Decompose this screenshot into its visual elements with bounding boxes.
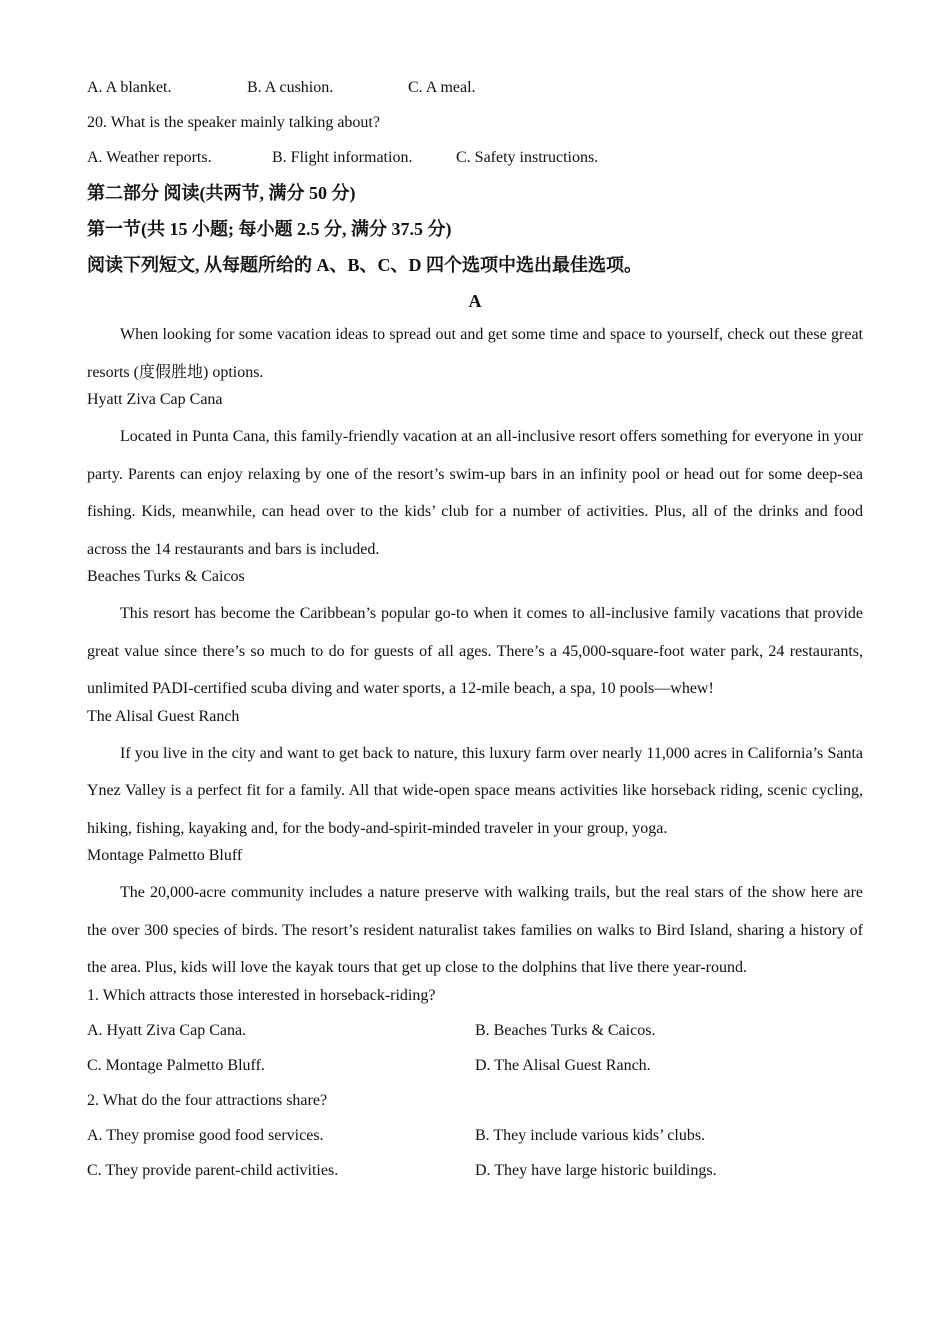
resort-name-hyatt: Hyatt Ziva Cap Cana	[87, 391, 223, 408]
q20-option-a: A. Weather reports.	[87, 149, 212, 166]
resort-name-alisal: The Alisal Guest Ranch	[87, 707, 240, 725]
question-1-options-row-1	[87, 1021, 863, 1041]
q1-option-c: C. Montage Palmetto Bluff.	[87, 1056, 265, 1074]
q2-option-c: C. They provide parent-child activities.	[87, 1161, 339, 1179]
question-2-options-row-1	[87, 1126, 863, 1146]
q20-options	[87, 148, 863, 168]
resort-name-montage: Montage Palmetto Bluff	[87, 847, 243, 864]
q19-options	[87, 78, 863, 98]
q19-option-b: B. A cushion.	[247, 79, 334, 96]
part2-title: 第二部分 阅读(共两节, 满分 50 分)	[87, 183, 356, 203]
resort-name-beaches: Beaches Turks & Caicos	[87, 568, 245, 585]
question-1: 1. Which attracts those interested in horseback-riding?	[87, 986, 436, 1004]
q1-option-b: B. Beaches Turks & Caicos.	[475, 1021, 656, 1039]
resort-text-montage: The 20,000-acre community includes a nature preserve with walking trails, but the real stars of the show here are the over 300 species of birds. The resort’s resident naturalist takes families on walks to Bird Island, sharing a history of the area. Plus, kids will love the kayak tours that get up close to the dolphins that live there year-round.	[87, 884, 863, 976]
question-1-options-row-2	[87, 1056, 863, 1076]
question-2-options-row-2	[87, 1161, 863, 1181]
q19-option-a: A. A blanket.	[87, 79, 172, 96]
resort-text-hyatt: Located in Punta Cana, this family-friendly vacation at an all-inclusive resort offers something for everyone in your party. Parents can enjoy relaxing by one of the resort’s swim-up bars in an infinity pool or head out for some deep-sea fishing. Kids, meanwhile, can head over to the kids’ club for a number of activities. Plus, all of the drinks and food across the 14 restaurants and bars is included.	[87, 428, 863, 558]
question-2: 2. What do the four attractions share?	[87, 1091, 328, 1109]
q20-question: 20. What is the speaker mainly talking about?	[87, 114, 380, 131]
exam-page	[87, 78, 863, 1181]
q20-option-c: C. Safety instructions.	[456, 149, 599, 166]
q1-option-d: D. The Alisal Guest Ranch.	[475, 1056, 651, 1074]
q20-option-b: B. Flight information.	[272, 149, 413, 166]
section1-title: 第一节(共 15 小题; 每小题 2.5 分, 满分 37.5 分)	[87, 219, 452, 239]
reading-instruction: 阅读下列短文, 从每题所给的 A、B、C、D 四个选项中选出最佳选项。	[87, 255, 642, 275]
resort-text-alisal: If you live in the city and want to get back to nature, this luxury farm over nearly 11,000 acres in California’s Santa Ynez Valley is a perfect fit for a family. All that wide-open space means activities like horseback riding, scenic cycling, hiking, fishing, kayaking and, for the body-and-spirit-minded traveler in your group, yoga.	[87, 744, 863, 837]
q2-option-a: A. They promise good food services.	[87, 1126, 324, 1144]
q1-option-a: A. Hyatt Ziva Cap Cana.	[87, 1021, 247, 1039]
q2-option-d: D. They have large historic buildings.	[475, 1161, 717, 1179]
q19-option-c: C. A meal.	[408, 79, 476, 96]
passage-intro: When looking for some vacation ideas to spread out and get some time and space to yourself, check out these great resorts (度假胜地) options.	[87, 326, 863, 381]
passage-label: A	[468, 291, 482, 311]
q2-option-b: B. They include various kids’ clubs.	[475, 1126, 706, 1144]
resort-text-beaches: This resort has become the Caribbean’s popular go-to when it comes to all-inclusive family vacations that provide great value since there’s so much to do for guests of all ages. There’s a 45,000-square-foot water park, 24 restaurants, unlimited PADI-certified scuba diving and water sports, a 12-mile beach, a spa, 10 pools—whew!	[87, 605, 863, 697]
